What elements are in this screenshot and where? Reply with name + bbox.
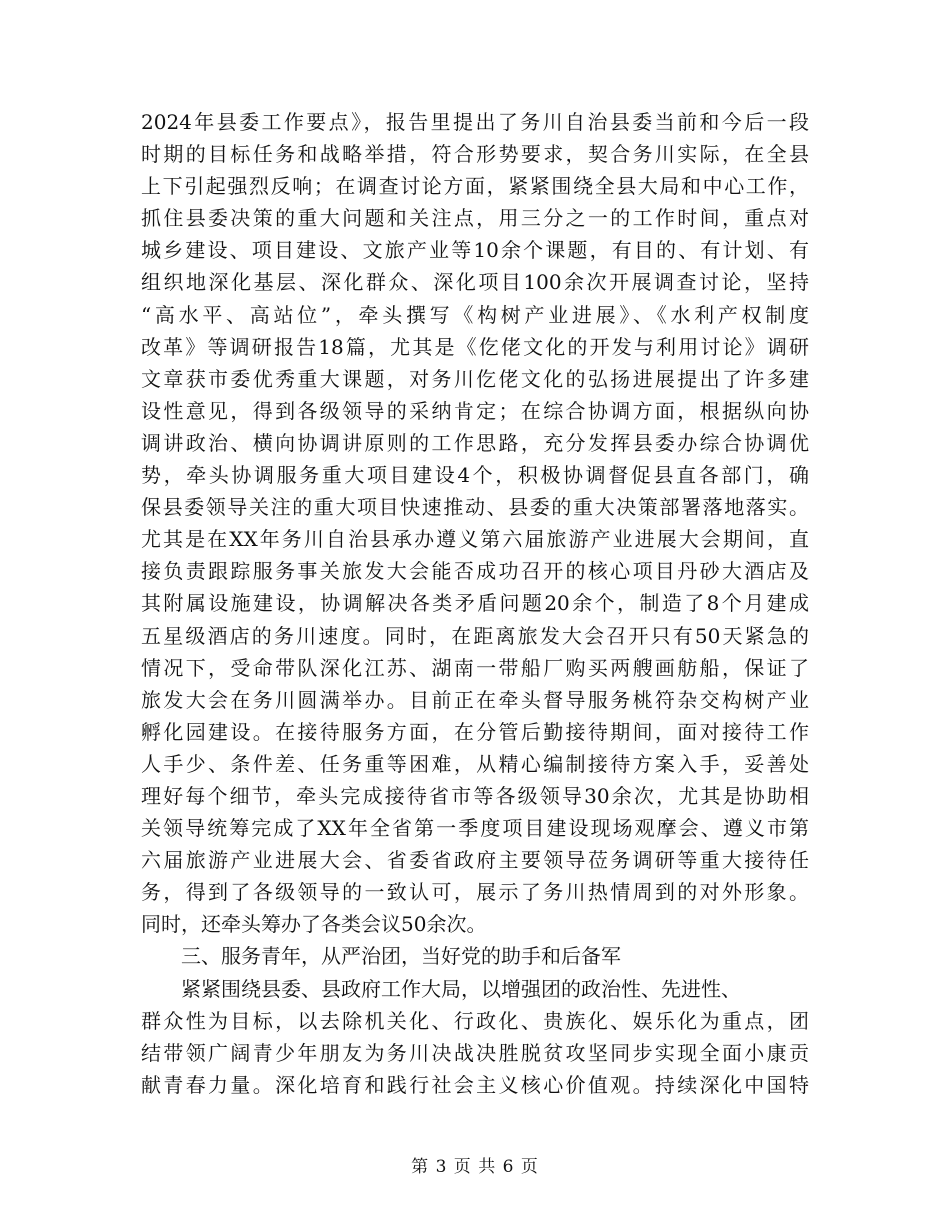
text-line: 群众性为目标，以去除机关化、行政化、贵族化、娱乐化为重点，团 xyxy=(141,1008,809,1033)
page-footer: 第 3 页 共 6 页 xyxy=(411,1157,539,1177)
text-line: 五星级酒店的务川速度。同时，在距离旅发大会召开只有50天紧急的 xyxy=(141,623,809,648)
text-line: 城乡建设、项目建设、文旅产业等10余个课题，有目的、有计划、有 xyxy=(141,238,809,263)
text-line: 保县委领导关注的重大项目快速推动、县委的重大决策部署落地落实。 xyxy=(141,495,809,520)
text-line: 结带领广阔青少年朋友为务川决战决胜脱贫攻坚同步实现全面小康贡 xyxy=(141,1040,809,1065)
text-line: 同时，还牵头筹办了各类会议50余次。 xyxy=(141,912,487,937)
text-line: “高水平、高站位”，牵头撰写《构树产业进展》、《水利产权制度 xyxy=(141,302,809,327)
text-line: 上下引起强烈反响；在调查讨论方面，紧紧围绕全县大局和中心工作， xyxy=(141,174,809,199)
text-line: 务，得到了各级领导的一致认可，展示了务川热情周到的对外形象。 xyxy=(141,880,809,905)
text-line: 六届旅游产业进展大会、省委省政府主要领导莅务调研等重大接待任 xyxy=(141,848,809,873)
text-line: 情况下，受命带队深化江苏、湖南一带船厂购买两艘画舫船，保证了 xyxy=(141,655,809,680)
text-line: 旅发大会在务川圆满举办。目前正在牵头督导服务桃符杂交构树产业 xyxy=(141,687,809,712)
text-line: 人手少、条件差、任务重等困难，从精心编制接待方案入手，妥善处 xyxy=(141,751,809,776)
text-line: 理好每个细节，牵头完成接待省市等各级领导30余次，尤其是协助相 xyxy=(141,783,809,808)
text-line: 尤其是在XX年务川自治县承办遵义第六届旅游产业进展大会期间，直 xyxy=(141,527,809,552)
text-line: 献青春力量。深化培育和践行社会主义核心价值观。持续深化中国特 xyxy=(141,1072,809,1097)
text-line: 接负责跟踪服务事关旅发大会能否成功召开的核心项目丹砂大酒店及 xyxy=(141,559,809,584)
text-line: 时期的目标任务和战略举措，符合形势要求，契合务川实际，在全县 xyxy=(141,142,809,167)
text-line: 组织地深化基层、深化群众、深化项目100余次开展调查讨论，坚持 xyxy=(141,270,809,295)
text-line: 文章获市委优秀重大课题，对务川仡佬文化的弘扬进展提出了许多建 xyxy=(141,366,809,391)
section-heading: 三、服务青年，从严治团，当好党的助手和后备军 xyxy=(181,944,621,969)
text-line: 关领导统筹完成了XX年全省第一季度项目建设现场观摩会、遵义市第 xyxy=(141,816,809,841)
text-line: 2024年县委工作要点》，报告里提出了务川自治县委当前和今后一段 xyxy=(141,110,809,134)
text-line: 孵化园建设。在接待服务方面，在分管后勤接待期间，面对接待工作 xyxy=(141,719,809,744)
text-line: 调讲政治、横向协调讲原则的工作思路，充分发挥县委办综合协调优 xyxy=(141,430,809,455)
text-line: 改革》等调研报告18篇，尤其是《仡佬文化的开发与利用讨论》调研 xyxy=(141,334,809,359)
text-line: 紧紧围绕县委、县政府工作大局，以增强团的政治性、先进性、 xyxy=(181,976,741,1001)
text-line: 设性意见，得到各级领导的采纳肯定；在综合协调方面，根据纵向协 xyxy=(141,398,809,423)
body-text xyxy=(141,106,809,1101)
text-line: 势，牵头协调服务重大项目建设4个，积极协调督促县直各部门，确 xyxy=(141,463,809,488)
text-line: 其附属设施建设，协调解决各类矛盾问题20余个，制造了8个月建成 xyxy=(141,591,809,616)
text-line: 抓住县委决策的重大问题和关注点，用三分之一的工作时间，重点对 xyxy=(141,206,809,231)
